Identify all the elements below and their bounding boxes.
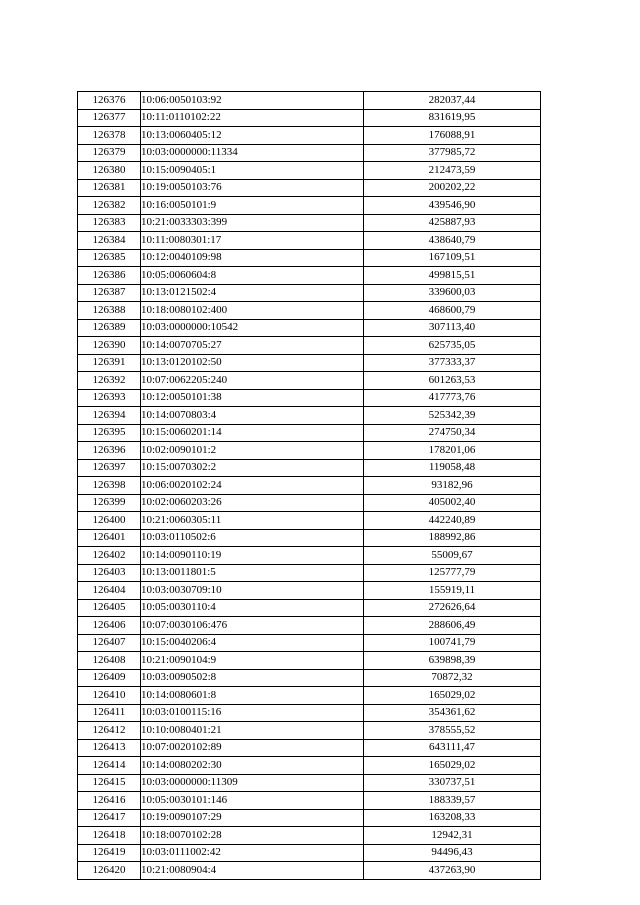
- cadastral-number-cell: 10:14:0080202:30: [141, 757, 364, 775]
- amount-cell: 330737,51: [364, 774, 541, 792]
- row-id-cell: 126390: [78, 337, 141, 355]
- table-row: [78, 214, 541, 232]
- table-row: [78, 669, 541, 687]
- row-id-cell: 126404: [78, 582, 141, 600]
- amount-cell: 442240,89: [364, 512, 541, 530]
- data-table: [77, 91, 541, 880]
- cadastral-number-cell: 10:03:0090502:8: [141, 669, 364, 687]
- row-id-cell: 126407: [78, 634, 141, 652]
- table-row: [78, 442, 541, 460]
- table-row: [78, 722, 541, 740]
- amount-cell: 165029,02: [364, 687, 541, 705]
- row-id-cell: 126392: [78, 372, 141, 390]
- cadastral-number-cell: 10:07:0020102:89: [141, 739, 364, 757]
- cadastral-number-cell: 10:21:0090104:9: [141, 652, 364, 670]
- amount-cell: 93182,96: [364, 477, 541, 495]
- table-row: [78, 197, 541, 215]
- table-row: [78, 757, 541, 775]
- amount-cell: 437263,90: [364, 862, 541, 880]
- cadastral-number-cell: 10:16:0050101:9: [141, 197, 364, 215]
- row-id-cell: 126411: [78, 704, 141, 722]
- row-id-cell: 126409: [78, 669, 141, 687]
- amount-cell: 100741,79: [364, 634, 541, 652]
- amount-cell: 167109,51: [364, 249, 541, 267]
- table-row: [78, 354, 541, 372]
- table-row: [78, 774, 541, 792]
- cadastral-number-cell: 10:03:0110502:6: [141, 529, 364, 547]
- amount-cell: 282037,44: [364, 92, 541, 110]
- cadastral-number-cell: 10:19:0050103:76: [141, 179, 364, 197]
- row-id-cell: 126400: [78, 512, 141, 530]
- row-id-cell: 126403: [78, 564, 141, 582]
- amount-cell: 525342,39: [364, 407, 541, 425]
- table-row: [78, 547, 541, 565]
- cadastral-number-cell: 10:18:0080102:400: [141, 302, 364, 320]
- cadastral-number-cell: 10:07:0062205:240: [141, 372, 364, 390]
- cadastral-number-cell: 10:03:0000000:10542: [141, 319, 364, 337]
- table-row: [78, 634, 541, 652]
- table-row: [78, 844, 541, 862]
- cadastral-number-cell: 10:13:0060405:12: [141, 127, 364, 145]
- row-id-cell: 126376: [78, 92, 141, 110]
- amount-cell: 439546,90: [364, 197, 541, 215]
- cadastral-number-cell: 10:21:0080904:4: [141, 862, 364, 880]
- cadastral-number-cell: 10:15:0040206:4: [141, 634, 364, 652]
- amount-cell: 405002,40: [364, 494, 541, 512]
- table-row: [78, 512, 541, 530]
- cadastral-number-cell: 10:21:0060305:11: [141, 512, 364, 530]
- cadastral-number-cell: 10:03:0000000:11309: [141, 774, 364, 792]
- table-row: [78, 704, 541, 722]
- cadastral-number-cell: 10:05:0030110:4: [141, 599, 364, 617]
- amount-cell: 307113,40: [364, 319, 541, 337]
- amount-cell: 119058,48: [364, 459, 541, 477]
- row-id-cell: 126412: [78, 722, 141, 740]
- cadastral-number-cell: 10:03:0030709:10: [141, 582, 364, 600]
- cadastral-number-cell: 10:03:0000000:11334: [141, 144, 364, 162]
- cadastral-number-cell: 10:18:0070102:28: [141, 827, 364, 845]
- table-row: [78, 267, 541, 285]
- table-row: [78, 319, 541, 337]
- cadastral-number-cell: 10:05:0060604:8: [141, 267, 364, 285]
- amount-cell: 125777,79: [364, 564, 541, 582]
- row-id-cell: 126382: [78, 197, 141, 215]
- cadastral-number-cell: 10:13:0121502:4: [141, 284, 364, 302]
- row-id-cell: 126383: [78, 214, 141, 232]
- amount-cell: 55009,67: [364, 547, 541, 565]
- table-row: [78, 792, 541, 810]
- table-row: [78, 564, 541, 582]
- table-row: [78, 477, 541, 495]
- amount-cell: 378555,52: [364, 722, 541, 740]
- row-id-cell: 126389: [78, 319, 141, 337]
- amount-cell: 831619,95: [364, 109, 541, 127]
- cadastral-number-cell: 10:11:0110102:22: [141, 109, 364, 127]
- row-id-cell: 126394: [78, 407, 141, 425]
- row-id-cell: 126420: [78, 862, 141, 880]
- table-row: [78, 582, 541, 600]
- cadastral-number-cell: 10:11:0080301:17: [141, 232, 364, 250]
- row-id-cell: 126386: [78, 267, 141, 285]
- cadastral-number-cell: 10:07:0030106:476: [141, 617, 364, 635]
- table-row: [78, 389, 541, 407]
- table-row: [78, 144, 541, 162]
- row-id-cell: 126406: [78, 617, 141, 635]
- cadastral-number-cell: 10:02:0060203:26: [141, 494, 364, 512]
- table-row: [78, 109, 541, 127]
- cadastral-number-cell: 10:19:0090107:29: [141, 809, 364, 827]
- row-id-cell: 126385: [78, 249, 141, 267]
- table-row: [78, 687, 541, 705]
- amount-cell: 165029,02: [364, 757, 541, 775]
- table-row: [78, 529, 541, 547]
- amount-cell: 639898,39: [364, 652, 541, 670]
- table-row: [78, 337, 541, 355]
- table-row: [78, 302, 541, 320]
- amount-cell: 178201,06: [364, 442, 541, 460]
- row-id-cell: 126396: [78, 442, 141, 460]
- cadastral-number-cell: 10:13:0011801:5: [141, 564, 364, 582]
- row-id-cell: 126414: [78, 757, 141, 775]
- row-id-cell: 126410: [78, 687, 141, 705]
- cadastral-number-cell: 10:12:0040109:98: [141, 249, 364, 267]
- amount-cell: 212473,59: [364, 162, 541, 180]
- table-row: [78, 424, 541, 442]
- row-id-cell: 126381: [78, 179, 141, 197]
- row-id-cell: 126413: [78, 739, 141, 757]
- row-id-cell: 126405: [78, 599, 141, 617]
- amount-cell: 601263,53: [364, 372, 541, 390]
- amount-cell: 438640,79: [364, 232, 541, 250]
- row-id-cell: 126398: [78, 477, 141, 495]
- row-id-cell: 126408: [78, 652, 141, 670]
- amount-cell: 188339,57: [364, 792, 541, 810]
- amount-cell: 176088,91: [364, 127, 541, 145]
- amount-cell: 70872,32: [364, 669, 541, 687]
- amount-cell: 425887,93: [364, 214, 541, 232]
- amount-cell: 377333,37: [364, 354, 541, 372]
- amount-cell: 417773,76: [364, 389, 541, 407]
- table-row: [78, 407, 541, 425]
- row-id-cell: 126402: [78, 547, 141, 565]
- row-id-cell: 126379: [78, 144, 141, 162]
- table-row: [78, 179, 541, 197]
- cadastral-number-cell: 10:21:0033303:399: [141, 214, 364, 232]
- row-id-cell: 126399: [78, 494, 141, 512]
- amount-cell: 339600,03: [364, 284, 541, 302]
- table-row: [78, 459, 541, 477]
- cadastral-number-cell: 10:02:0090101:2: [141, 442, 364, 460]
- amount-cell: 377985,72: [364, 144, 541, 162]
- table-row: [78, 127, 541, 145]
- cadastral-number-cell: 10:10:0080401:21: [141, 722, 364, 740]
- row-id-cell: 126395: [78, 424, 141, 442]
- amount-cell: 188992,86: [364, 529, 541, 547]
- amount-cell: 155919,11: [364, 582, 541, 600]
- table-row: [78, 92, 541, 110]
- amount-cell: 625735,05: [364, 337, 541, 355]
- row-id-cell: 126387: [78, 284, 141, 302]
- cadastral-number-cell: 10:14:0080601:8: [141, 687, 364, 705]
- amount-cell: 643111,47: [364, 739, 541, 757]
- table-row: [78, 249, 541, 267]
- amount-cell: 354361,62: [364, 704, 541, 722]
- amount-cell: 94496,43: [364, 844, 541, 862]
- table-row: [78, 232, 541, 250]
- table-row: [78, 284, 541, 302]
- table-row: [78, 494, 541, 512]
- row-id-cell: 126418: [78, 827, 141, 845]
- cadastral-number-cell: 10:12:0050101:38: [141, 389, 364, 407]
- table-row: [78, 862, 541, 880]
- cadastral-number-cell: 10:14:0070705:27: [141, 337, 364, 355]
- amount-cell: 12942,31: [364, 827, 541, 845]
- row-id-cell: 126377: [78, 109, 141, 127]
- row-id-cell: 126416: [78, 792, 141, 810]
- amount-cell: 468600,79: [364, 302, 541, 320]
- row-id-cell: 126401: [78, 529, 141, 547]
- table-row: [78, 372, 541, 390]
- cadastral-number-cell: 10:14:0070803:4: [141, 407, 364, 425]
- cadastral-number-cell: 10:15:0060201:14: [141, 424, 364, 442]
- cadastral-number-cell: 10:15:0070302:2: [141, 459, 364, 477]
- table-row: [78, 162, 541, 180]
- cadastral-number-cell: 10:15:0090405:1: [141, 162, 364, 180]
- cadastral-number-cell: 10:14:0090110:19: [141, 547, 364, 565]
- table-body: [78, 92, 541, 880]
- table-row: [78, 827, 541, 845]
- cadastral-number-cell: 10:03:0100115:16: [141, 704, 364, 722]
- amount-cell: 200202,22: [364, 179, 541, 197]
- table-row: [78, 599, 541, 617]
- row-id-cell: 126415: [78, 774, 141, 792]
- cadastral-number-cell: 10:06:0020102:24: [141, 477, 364, 495]
- row-id-cell: 126380: [78, 162, 141, 180]
- row-id-cell: 126384: [78, 232, 141, 250]
- amount-cell: 274750,34: [364, 424, 541, 442]
- table-row: [78, 652, 541, 670]
- row-id-cell: 126378: [78, 127, 141, 145]
- row-id-cell: 126391: [78, 354, 141, 372]
- row-id-cell: 126397: [78, 459, 141, 477]
- cadastral-number-cell: 10:13:0120102:50: [141, 354, 364, 372]
- cadastral-number-cell: 10:03:0111002:42: [141, 844, 364, 862]
- row-id-cell: 126417: [78, 809, 141, 827]
- table-row: [78, 739, 541, 757]
- row-id-cell: 126388: [78, 302, 141, 320]
- amount-cell: 272626,64: [364, 599, 541, 617]
- amount-cell: 163208,33: [364, 809, 541, 827]
- amount-cell: 288606,49: [364, 617, 541, 635]
- amount-cell: 499815,51: [364, 267, 541, 285]
- cadastral-number-cell: 10:06:0050103:92: [141, 92, 364, 110]
- cadastral-number-cell: 10:05:0030101:146: [141, 792, 364, 810]
- row-id-cell: 126393: [78, 389, 141, 407]
- row-id-cell: 126419: [78, 844, 141, 862]
- table-row: [78, 809, 541, 827]
- table-row: [78, 617, 541, 635]
